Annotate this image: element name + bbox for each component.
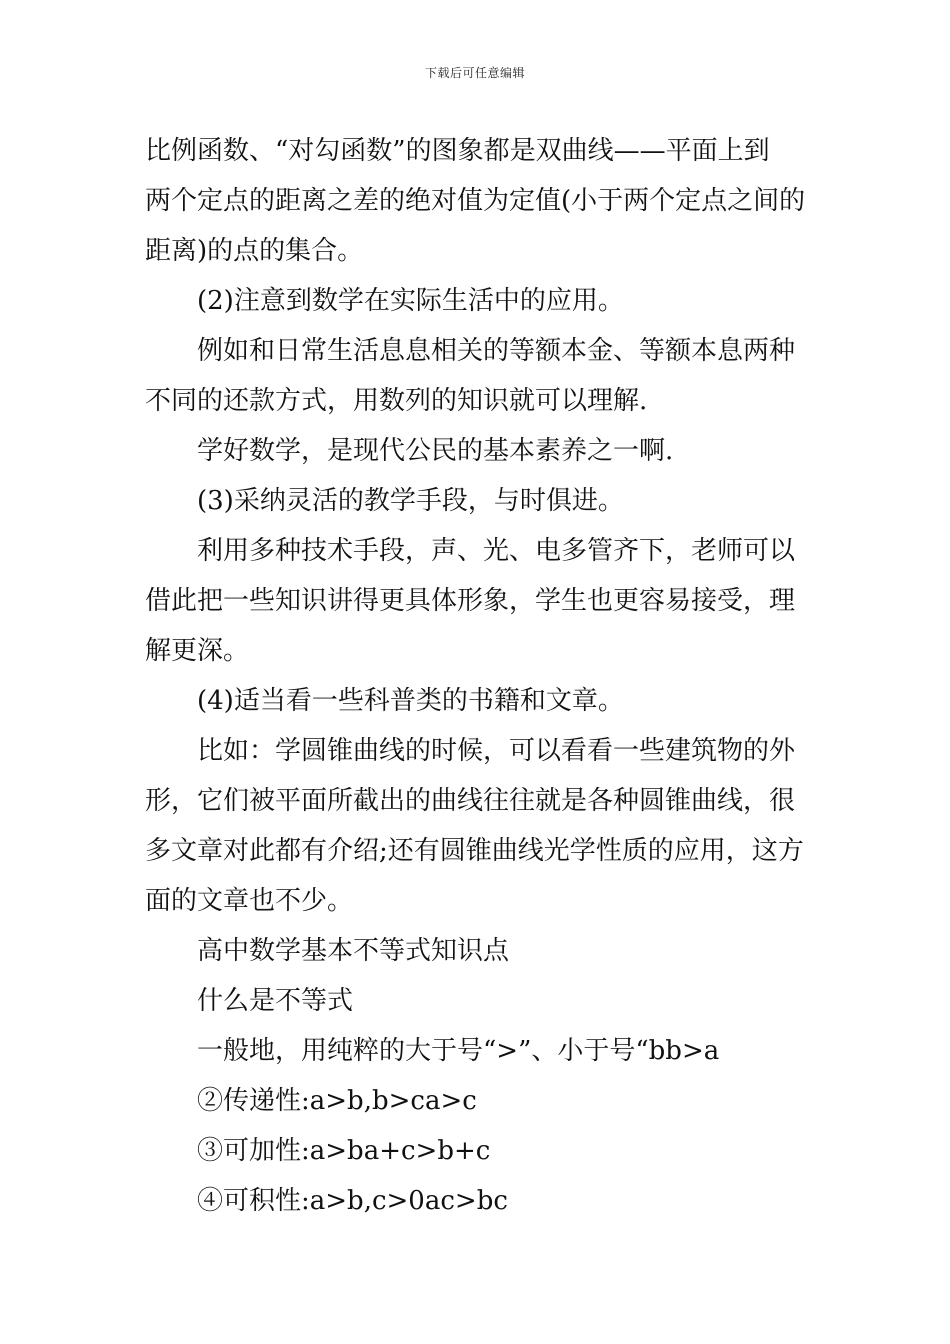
text-line: 不同的还款方式，用数列的知识就可以理解. bbox=[145, 386, 648, 416]
text-line: 多文章对此都有介绍;还有圆锥曲线光学性质的应用，这方 bbox=[145, 836, 804, 866]
text-line: 一般地，用纯粹的大于号“>”、小于号“bb>a bbox=[197, 1036, 720, 1066]
text-line: 比如：学圆锥曲线的时候，可以看看一些建筑物的外 bbox=[197, 736, 796, 766]
text-line: 两个定点的距离之差的绝对值为定值(小于两个定点之间的 bbox=[145, 186, 806, 216]
section-subheading: 什么是不等式 bbox=[197, 986, 354, 1016]
section-heading: 高中数学基本不等式知识点 bbox=[197, 936, 510, 966]
property-item: ②传递性:a>b,b>ca>c bbox=[197, 1086, 477, 1116]
text-line: 学好数学，是现代公民的基本素养之一啊. bbox=[197, 436, 674, 466]
text-line: 解更深。 bbox=[145, 636, 250, 666]
text-line: (3)采纳灵活的教学手段，与时俱进。 bbox=[197, 486, 624, 516]
property-item: ③可加性:a>ba+c>b+c bbox=[197, 1136, 491, 1166]
document-body bbox=[145, 126, 809, 1226]
text-line: 面的文章也不少。 bbox=[145, 886, 354, 916]
text-line: 比例函数、“对勾函数”的图象都是双曲线——平面上到 bbox=[145, 136, 770, 166]
text-line: 例如和日常生活息息相关的等额本金、等额本息两种 bbox=[197, 336, 796, 366]
text-line: 借此把一些知识讲得更具体形象，学生也更容易接受，理 bbox=[145, 586, 796, 616]
property-item: ④可积性:a>b,c>0ac>bc bbox=[197, 1186, 508, 1216]
page-header: 下载后可任意编辑 bbox=[424, 66, 525, 80]
text-line: (4)适当看一些科普类的书籍和文章。 bbox=[197, 686, 624, 716]
text-line: (2)注意到数学在实际生活中的应用。 bbox=[197, 286, 624, 316]
text-line: 形，它们被平面所截出的曲线往往就是各种圆锥曲线，很 bbox=[145, 786, 796, 816]
text-line: 距离)的点的集合。 bbox=[145, 236, 364, 266]
text-line: 利用多种技术手段，声、光、电多管齐下，老师可以 bbox=[197, 536, 796, 566]
